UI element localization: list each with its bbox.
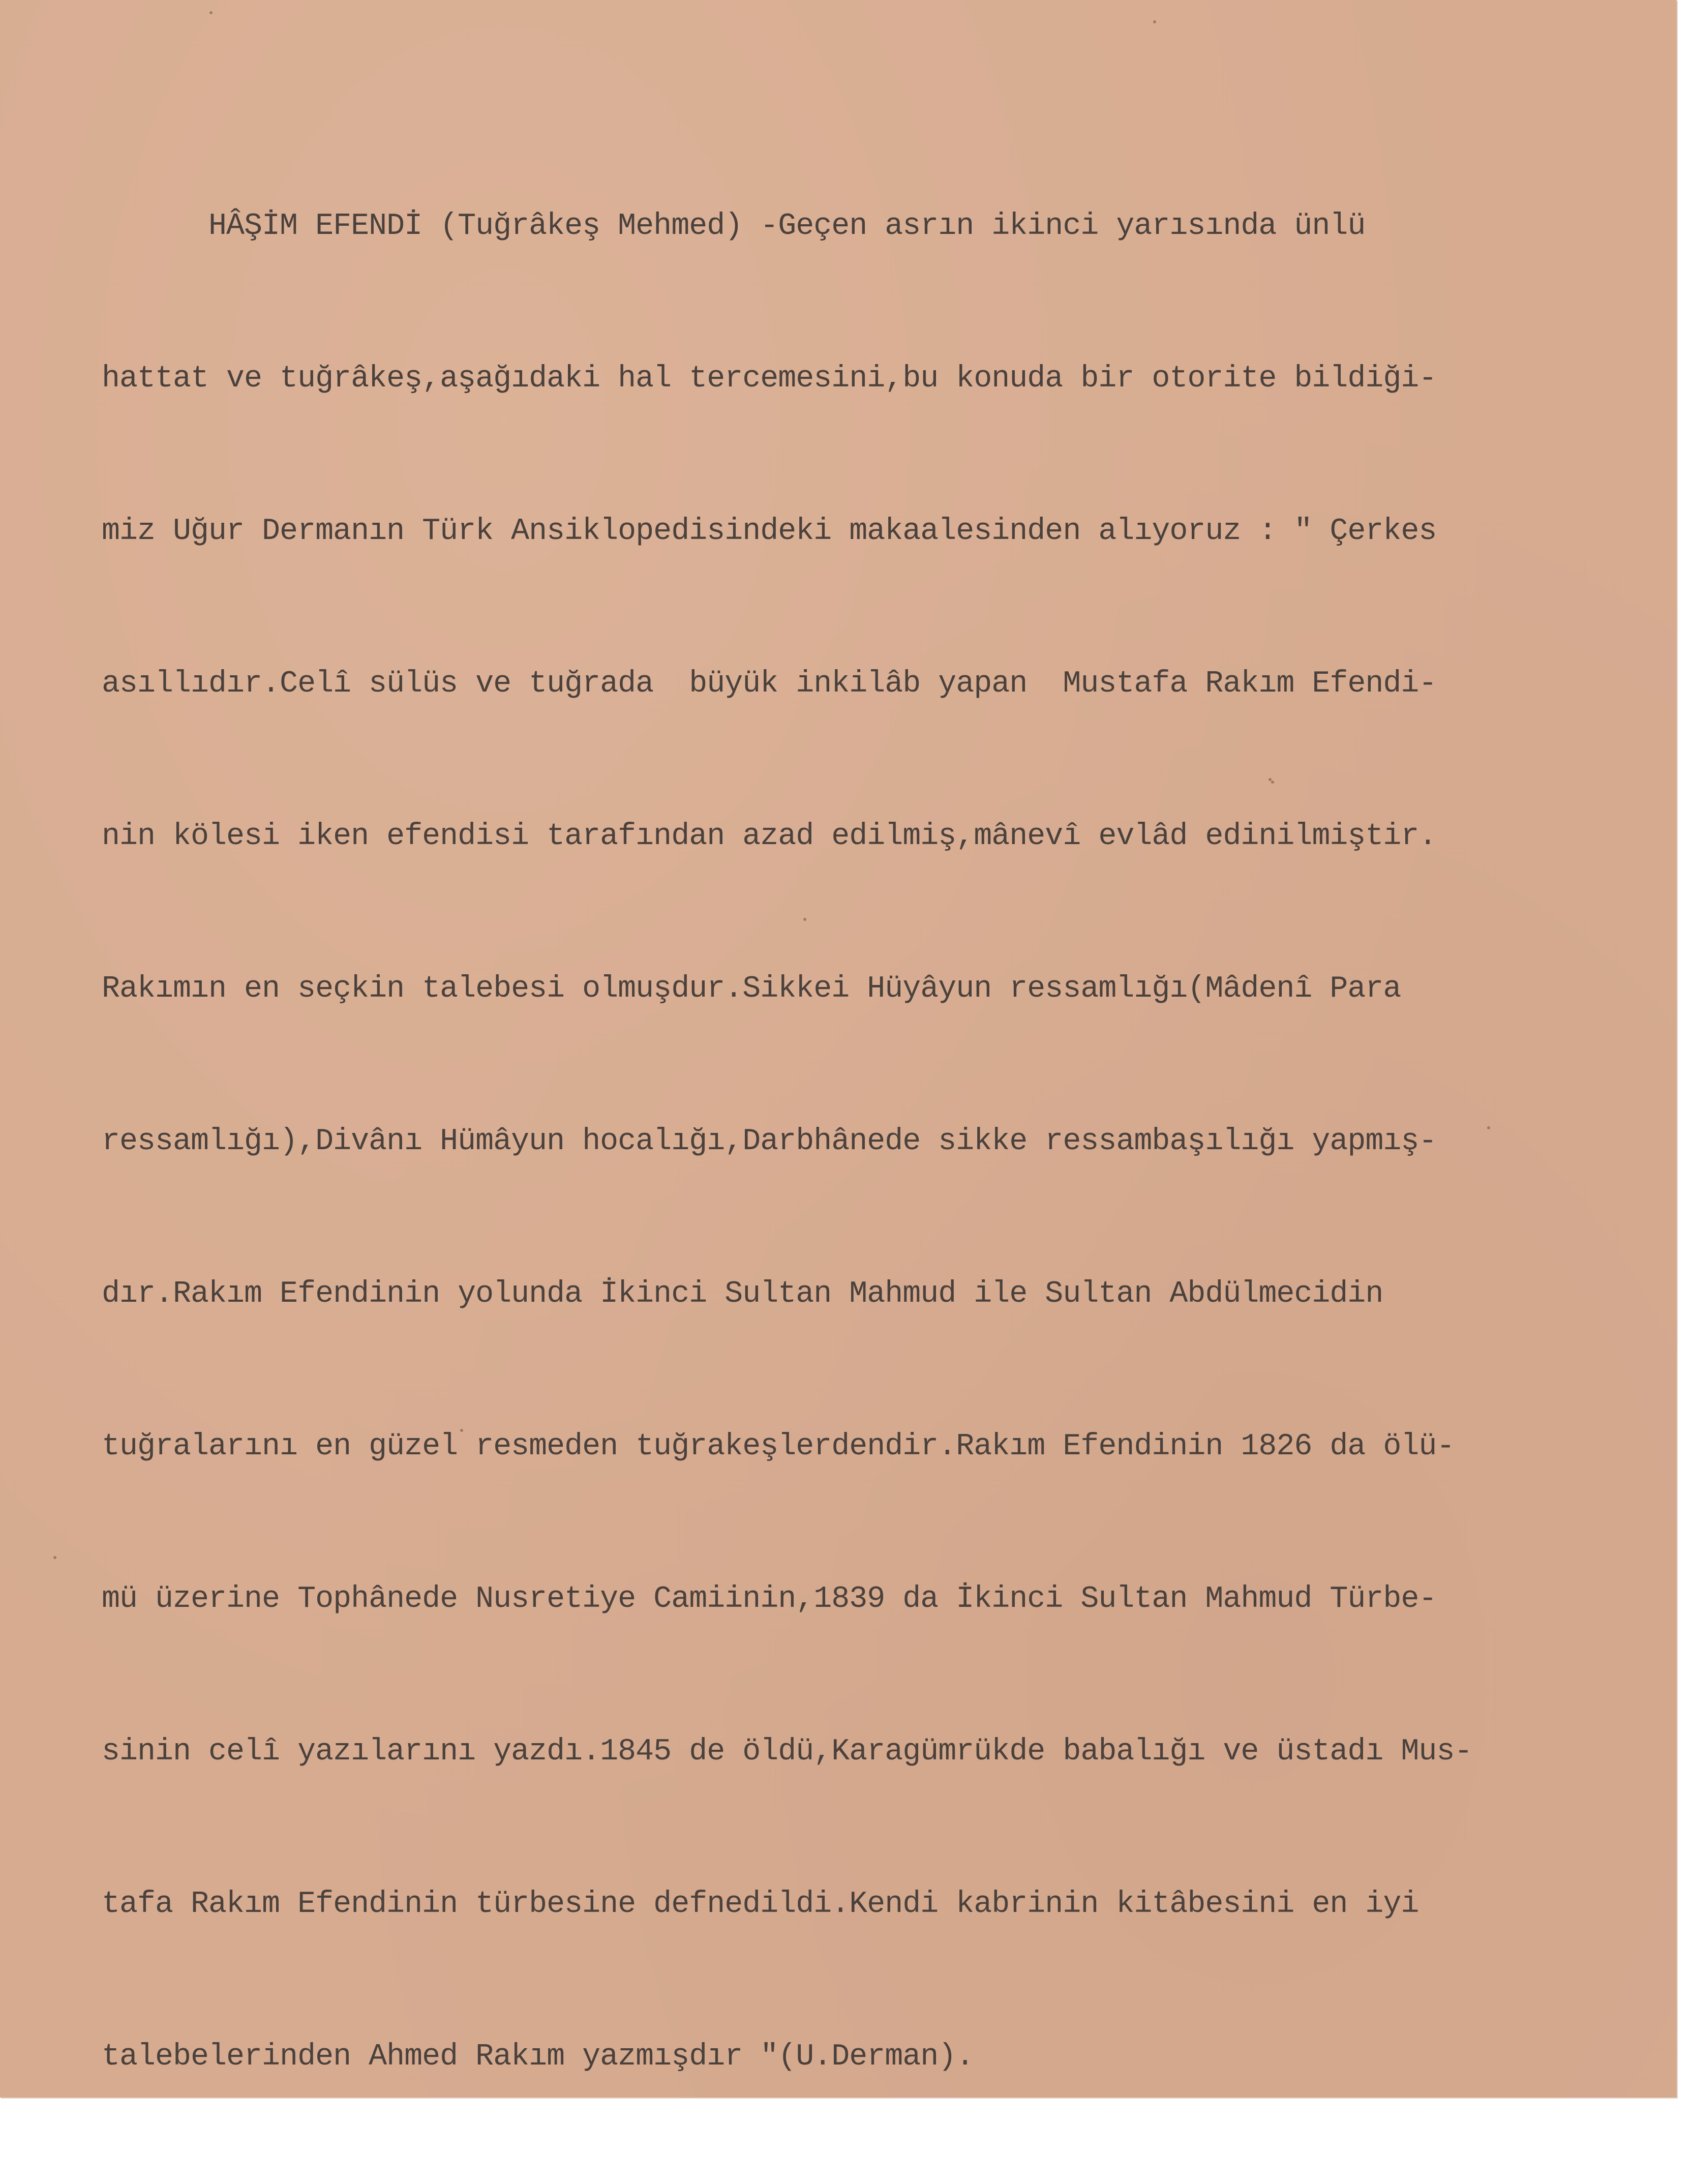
paper-speck: [209, 11, 213, 14]
paper-speck: [1153, 20, 1156, 23]
text-line: Rakımın en seçkin talebesi olmuşdur.Sikkei Hüyâyun ressamlığı(Mâdenî Para: [102, 972, 1401, 1006]
text-line: tuğralarını en güzel resmeden tuğrakeşlerdendir.Rakım Efendinin 1826 da ölü-: [102, 1429, 1455, 1464]
text-line: hattat ve tuğrâkeş,aşağıdaki hal tercemesini,bu konuda bir otorite bildiği-: [102, 362, 1437, 396]
text-line: nin kölesi iken efendisi tarafından azad edilmiş,mânevî evlâd edinilmiştir.: [102, 819, 1437, 854]
paper-speck: [53, 1556, 56, 1559]
text-line: miz Uğur Dermanın Türk Ansiklopedisindeki makaalesinden alıyoruz : " Çerkes: [102, 514, 1437, 549]
text-line: sinin celî yazılarını yazdı.1845 de öldü,Karagümrükde babalığı ve üstadı Mus-: [102, 1734, 1472, 1769]
text-line: tafa Rakım Efendinin türbesine defnedildi.Kendi kabrinin kitâbesini en iyi: [102, 1887, 1419, 1922]
text-line: ressamlığı),Divânı Hümâyun hocalığı,Darbhânede sikke ressambaşılığı yapmış-: [102, 1124, 1437, 1159]
text-line: dır.Rakım Efendinin yolunda İkinci Sultan Mahmud ile Sultan Abdülmecidin: [102, 1277, 1383, 1311]
text-line: asıllıdır.Celî sülüs ve tuğrada büyük inkilâb yapan Mustafa Rakım Efendi-: [102, 667, 1437, 701]
text-line: talebelerinden Ahmed Rakım yazmışdır "(U.Derman).: [102, 2040, 974, 2074]
typed-letter-body: [102, 99, 1637, 2184]
text-line: HÂŞİM EFENDİ (Tuğrâkeş Mehmed) -Geçen asrın ikinci yarısında ünlü: [102, 209, 1366, 244]
text-line: mü üzerine Tophânede Nusretiye Camiinin,1839 da İkinci Sultan Mahmud Türbe-: [102, 1582, 1437, 1617]
